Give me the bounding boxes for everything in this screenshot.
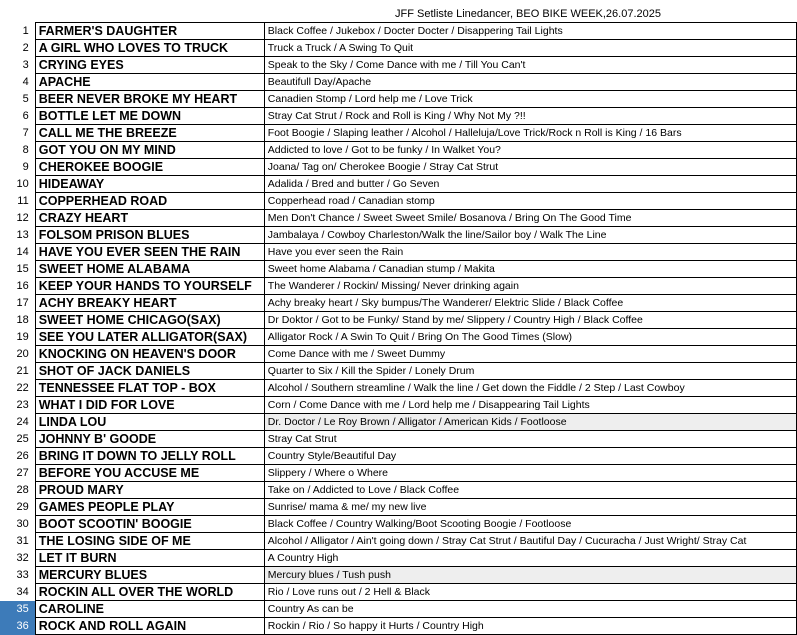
song-title: APACHE [35, 74, 264, 91]
dance-list: Truck a Truck / A Swing To Quit [264, 40, 796, 57]
row-number: 10 [16, 178, 29, 190]
dance-list: Jambalaya / Cowboy Charleston/Walk the line/Sailor boy / Walk The Line [264, 227, 796, 244]
table-row [0, 91, 797, 108]
row-number: 3 [22, 59, 29, 71]
dance-list: Achy breaky heart / Sky bumpus/The Wanderer/ Elektric Slide / Black Coffee [264, 295, 796, 312]
dance-list: Slippery / Where o Where [264, 465, 796, 482]
table-row [0, 431, 797, 448]
song-title: COPPERHEAD ROAD [35, 193, 264, 210]
row-number: 25 [16, 433, 29, 445]
table-row [0, 159, 797, 176]
song-title: BOOT SCOOTIN' BOOGIE [35, 516, 264, 533]
song-title: SWEET HOME CHICAGO(SAX) [35, 312, 264, 329]
dance-list: Sunrise/ mama & me/ my new live [264, 499, 796, 516]
dance-list: Country Style/Beautiful Day [264, 448, 796, 465]
dance-list: Quarter to Six / Kill the Spider / Lonely Drum [264, 363, 796, 380]
table-row [0, 193, 797, 210]
song-title: GAMES PEOPLE PLAY [35, 499, 264, 516]
song-title: A GIRL WHO LOVES TO TRUCK [35, 40, 264, 57]
row-number: 27 [16, 467, 29, 479]
table-row [0, 176, 797, 193]
table-row [0, 584, 797, 601]
table-row [0, 533, 797, 550]
row-number: 21 [16, 365, 29, 377]
table-row [0, 142, 797, 159]
row-number: 32 [16, 552, 29, 564]
dance-list: A Country High [264, 550, 796, 567]
row-number: 8 [22, 144, 29, 156]
song-title: CALL ME THE BREEZE [35, 125, 264, 142]
row-number: 29 [16, 501, 29, 513]
setlist-table [0, 22, 797, 635]
song-title: FARMER'S DAUGHTER [35, 23, 264, 40]
dance-list: Alcohol / Alligator / Ain't going down / Stray Cat Strut / Bautiful Day / Cucuracha / Just Wright/ Stray Cat [264, 533, 796, 550]
dance-list: Alligator Rock / A Swin To Quit / Bring On The Good Times (Slow) [264, 329, 796, 346]
row-number: 17 [16, 297, 29, 309]
song-title: JOHNNY B' GOODE [35, 431, 264, 448]
table-row [0, 567, 797, 584]
song-title: TENNESSEE FLAT TOP - BOX [35, 380, 264, 397]
dance-list: Dr. Doctor / Le Roy Brown / Alligator / American Kids / Footloose [264, 414, 796, 431]
dance-list: Adalida / Bred and butter / Go Seven [264, 176, 796, 193]
song-title: LINDA LOU [35, 414, 264, 431]
table-row [0, 346, 797, 363]
song-title: ACHY BREAKY HEART [35, 295, 264, 312]
row-number: 26 [16, 450, 29, 462]
dance-list: Mercury blues / Tush push [264, 567, 796, 584]
row-number: 12 [16, 212, 29, 224]
dance-list: Men Don't Chance / Sweet Sweet Smile/ Bosanova / Bring On The Good Time [264, 210, 796, 227]
row-number: 16 [16, 280, 29, 292]
song-title: CRAZY HEART [35, 210, 264, 227]
row-number: 13 [16, 229, 29, 241]
dance-list: Corn / Come Dance with me / Lord help me / Disappearing Tail Lights [264, 397, 796, 414]
table-row [0, 210, 797, 227]
row-number: 6 [22, 110, 29, 122]
dance-list: Rockin / Rio / So happy it Hurts / Country High [264, 618, 796, 635]
row-number: 30 [16, 518, 29, 530]
table-row [0, 516, 797, 533]
dance-list: Dr Doktor / Got to be Funky/ Stand by me/ Slippery / Country High / Black Coffee [264, 312, 796, 329]
table-row [0, 23, 797, 40]
song-title: CRYING EYES [35, 57, 264, 74]
row-number: 31 [16, 535, 29, 547]
dance-list: The Wanderer / Rockin/ Missing/ Never drinking again [264, 278, 796, 295]
table-row [0, 57, 797, 74]
table-row [0, 125, 797, 142]
dance-list: Take on / Addicted to Love / Black Coffee [264, 482, 796, 499]
song-title: SHOT OF JACK DANIELS [35, 363, 264, 380]
table-row [0, 482, 797, 499]
row-number: 14 [16, 246, 29, 258]
row-number: 22 [16, 382, 29, 394]
row-number: 7 [22, 127, 29, 139]
song-title: HIDEAWAY [35, 176, 264, 193]
dance-list: Black Coffee / Country Walking/Boot Scooting Boogie / Footloose [264, 516, 796, 533]
table-row [0, 499, 797, 516]
dance-list: Beautifull Day/Apache [264, 74, 796, 91]
table-row [0, 295, 797, 312]
table-row [0, 601, 797, 618]
song-title: MERCURY BLUES [35, 567, 264, 584]
song-title: BEER NEVER BROKE MY HEART [35, 91, 264, 108]
song-title: CHEROKEE BOOGIE [35, 159, 264, 176]
song-title: THE LOSING SIDE OF ME [35, 533, 264, 550]
dance-list: Come Dance with me / Sweet Dummy [264, 346, 796, 363]
dance-list: Country As can be [264, 601, 796, 618]
table-row [0, 448, 797, 465]
table-row [0, 465, 797, 482]
row-number: 28 [16, 484, 29, 496]
table-row [0, 397, 797, 414]
song-title: KNOCKING ON HEAVEN'S DOOR [35, 346, 264, 363]
row-number: 9 [22, 161, 29, 173]
dance-list: Foot Boogie / Slaping leather / Alcohol / Halleluja/Love Trick/Rock n Roll is King / 16 Bars [264, 125, 796, 142]
row-number: 15 [16, 263, 29, 275]
row-number: 5 [22, 93, 29, 105]
row-number: 35 [0, 601, 35, 618]
table-row [0, 261, 797, 278]
setlist-title: JFF Setliste Linedancer, BEO BIKE WEEK,26.07.2025 [395, 8, 661, 20]
dance-list: Black Coffee / Jukebox / Docter Docter / Disappering Tail Lights [264, 23, 796, 40]
dance-list: Sweet home Alabama / Canadian stump / Makita [264, 261, 796, 278]
song-title: ROCKIN ALL OVER THE WORLD [35, 584, 264, 601]
song-title: LET IT BURN [35, 550, 264, 567]
dance-list: Addicted to love / Got to be funky / In Walket You? [264, 142, 796, 159]
table-row [0, 550, 797, 567]
row-number: 11 [17, 195, 29, 207]
row-number: 1 [22, 25, 29, 37]
dance-list: Speak to the Sky / Come Dance with me / Till You Can't [264, 57, 796, 74]
row-number: 36 [0, 618, 35, 635]
song-title: BOTTLE LET ME DOWN [35, 108, 264, 125]
dance-list: Canadien Stomp / Lord help me / Love Trick [264, 91, 796, 108]
song-title: ROCK AND ROLL AGAIN [35, 618, 264, 635]
song-title: PROUD MARY [35, 482, 264, 499]
row-number: 23 [16, 399, 29, 411]
table-row [0, 244, 797, 261]
table-row [0, 380, 797, 397]
song-title: SEE YOU LATER ALLIGATOR(SAX) [35, 329, 264, 346]
setlist-rows [0, 23, 797, 635]
song-title: CAROLINE [35, 601, 264, 618]
table-row [0, 312, 797, 329]
dance-list: Stray Cat Strut [264, 431, 796, 448]
row-number: 2 [22, 42, 29, 54]
dance-list: Have you ever seen the Rain [264, 244, 796, 261]
row-number: 4 [22, 76, 29, 88]
table-row [0, 40, 797, 57]
dance-list: Alcohol / Southern streamline / Walk the line / Get down the Fiddle / 2 Step / Last Cowboy [264, 380, 796, 397]
row-number: 24 [16, 416, 29, 428]
song-title: HAVE YOU EVER SEEN THE RAIN [35, 244, 264, 261]
song-title: WHAT I DID FOR LOVE [35, 397, 264, 414]
dance-list: Stray Cat Strut / Rock and Roll is King / Why Not My ?!! [264, 108, 796, 125]
table-row [0, 414, 797, 431]
table-row [0, 329, 797, 346]
table-row [0, 227, 797, 244]
dance-list: Joana/ Tag on/ Cherokee Boogie / Stray Cat Strut [264, 159, 796, 176]
song-title: BEFORE YOU ACCUSE ME [35, 465, 264, 482]
row-number: 20 [16, 348, 29, 360]
table-row [0, 363, 797, 380]
table-row [0, 74, 797, 91]
row-number: 33 [16, 569, 29, 581]
row-number: 18 [16, 314, 29, 326]
row-number: 19 [16, 331, 29, 343]
song-title: KEEP YOUR HANDS TO YOURSELF [35, 278, 264, 295]
song-title: GOT YOU ON MY MIND [35, 142, 264, 159]
dance-list: Copperhead road / Canadian stomp [264, 193, 796, 210]
table-row [0, 278, 797, 295]
dance-list: Rio / Love runs out / 2 Hell & Black [264, 584, 796, 601]
row-number: 34 [16, 586, 29, 598]
song-title: FOLSOM PRISON BLUES [35, 227, 264, 244]
table-row [0, 108, 797, 125]
song-title: BRING IT DOWN TO JELLY ROLL [35, 448, 264, 465]
song-title: SWEET HOME ALABAMA [35, 261, 264, 278]
